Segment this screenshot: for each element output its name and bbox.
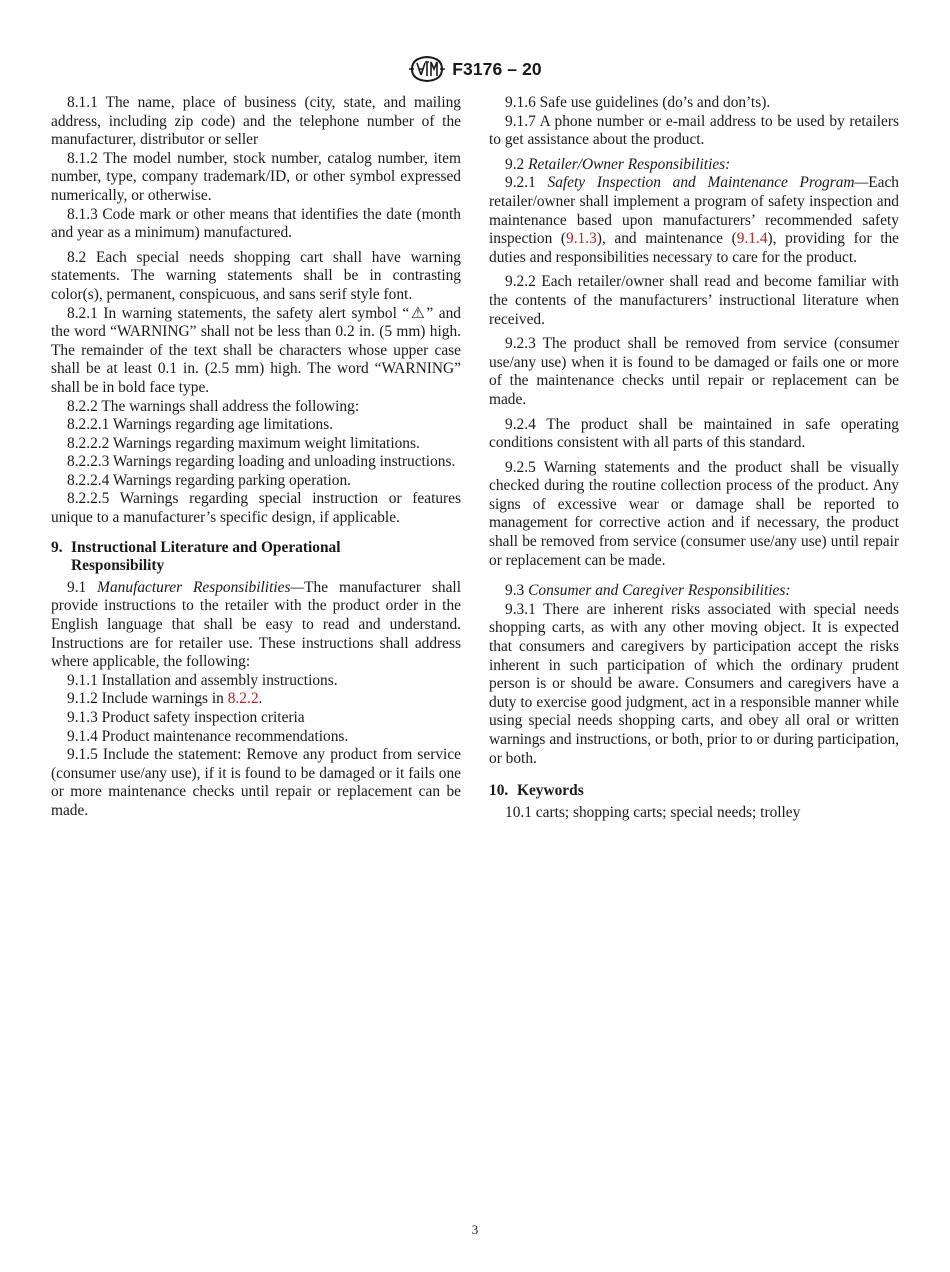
page-number: 3 bbox=[471, 1222, 479, 1237]
section-9-number: 9. bbox=[51, 538, 63, 556]
clause-9-1-2-text: 9.1.2 Include warnings in bbox=[67, 690, 224, 708]
xref-8-2-2-link[interactable]: 8.2.2 bbox=[227, 690, 259, 708]
right-column bbox=[489, 94, 899, 822]
clause-9-2-5: 9.2.5 Warning statements and the product shall be visually checked during the routine collection process of the product. Any signs of excessive wear or damage shall be reported to management for corrective action and if necessary, the product shall be removed from service (consumer use/any use) until repair or replacement can be made. bbox=[489, 458, 899, 569]
section-10-heading bbox=[489, 782, 899, 801]
clause-9-2-1-title: Safety Inspection and Maintenance Program— bbox=[547, 174, 869, 192]
section-9-heading bbox=[51, 539, 461, 576]
clause-8-1-1: 8.1.1 The name, place of business (city, state, and mailing address, including zip code) and the telephone number of the manufacturer, distributor or seller bbox=[51, 94, 461, 149]
clause-9-2-4: 9.2.4 The product shall be maintained in safe operating conditions consistent with all parts of this standard. bbox=[489, 415, 899, 452]
clause-9-3-number: 9.3 bbox=[505, 582, 525, 600]
clause-10-1: 10.1 carts; shopping carts; special needs; trolley bbox=[505, 803, 801, 821]
section-10-number: 10. bbox=[489, 782, 509, 800]
clause-9-1-5: 9.1.5 Include the statement: Remove any product from service (consumer use/any use), if it is found to be damaged or it fails one or more maintenance checks until repair or replacement can be made. bbox=[51, 746, 461, 819]
left-column bbox=[51, 94, 461, 821]
clause-9-2-1-text-c: ), providing for the duties and responsibilities necessary to care for the product. bbox=[489, 230, 899, 266]
clause-9-3-1: 9.3.1 There are inherent risks associated with special needs shopping carts, as with any other moving object. It is expected that consumers and caregivers by participation accept the risks inherent in such participation of which the ordinary prudent person is or should be aware. Consumers and caregivers have a duty to exercise good judgment, act in a responsible manner while using special needs shopping carts, and obey all oral or written warnings and instructions, or both, prior to or during participation, or both. bbox=[489, 600, 899, 767]
clause-9-2-2: 9.2.2 Each retailer/owner shall read and become familiar with the contents of the manufacturers’ instructional literature when received. bbox=[489, 273, 899, 328]
page-header bbox=[0, 54, 950, 84]
clause-9-2-1-text-a: Each retailer/owner shall implement a program of safety inspection and maintenance based upon manufacturers’ recommended safety inspection ( bbox=[489, 174, 899, 248]
xref-9-1-3-link[interactable]: 9.1.3 bbox=[566, 230, 597, 248]
clause-9-2-number: 9.2 bbox=[505, 155, 525, 173]
clause-8-2-2-2: 8.2.2.2 Warnings regarding maximum weight limitations. bbox=[67, 434, 420, 452]
clause-9-1-text: The manufacturer shall provide instructions to the retailer with the product order in the English language that shall be easy to read and understand. Instructions are for retailer use. These instructions shall address where applicable, the following: bbox=[51, 578, 461, 671]
clause-9-1-2: 9.1.2 Include warnings in 8.2.2. bbox=[67, 690, 263, 708]
clause-9-1-number: 9.1 bbox=[67, 578, 87, 596]
clause-8-1-2: 8.1.2 The model number, stock number, catalog number, item number, type, company trademark/ID, or other symbol expressed numerically, or otherwise. bbox=[51, 149, 461, 204]
clause-9-1-6: 9.1.6 Safe use guidelines (do’s and don’ts). bbox=[505, 94, 771, 111]
clause-9-2-3: 9.2.3 The product shall be removed from service (consumer use/any use) when it is found to be damaged or fails one or more of the maintenance checks until repair or replacement can be made. bbox=[489, 335, 899, 408]
clause-9-2-1-number: 9.2.1 bbox=[505, 174, 536, 192]
section-10-title: Keywords bbox=[517, 782, 584, 800]
clause-9-1-title: Manufacturer Responsibilities— bbox=[97, 578, 305, 596]
clause-9-3-title: Consumer and Caregiver Responsibilities: bbox=[528, 582, 791, 600]
clause-8-2-2-1: 8.2.2.1 Warnings regarding age limitations. bbox=[67, 416, 334, 434]
clause-9-2-1-text-b: ), and maintenance ( bbox=[596, 230, 737, 248]
clause-8-2-2-4: 8.2.2.4 Warnings regarding parking operation. bbox=[67, 471, 351, 489]
clause-8-1-3: 8.1.3 Code mark or other means that identifies the date (month and year as a minimum) manufactured. bbox=[51, 205, 461, 242]
clause-8-2-1: 8.2.1 In warning statements, the safety alert symbol “⚠” and the word “WARNING” shall not be less than 0.2 in. (5 mm) high. The remainder of the text shall be characters whose upper case shall be at least 0.1 in. (2.5 mm) high. The word “WARNING” shall be in bold face type. bbox=[51, 304, 461, 396]
clause-8-2-2-5: 8.2.2.5 Warnings regarding special instruction or features unique to a manufacturer’s specific design, if applicable. bbox=[51, 490, 461, 527]
clause-9-1-3: 9.1.3 Product safety inspection criteria bbox=[67, 709, 305, 726]
clause-9-1-4: 9.1.4 Product maintenance recommendations. bbox=[67, 727, 349, 745]
clause-9-2 bbox=[489, 156, 899, 175]
clause-8-2: 8.2 Each special needs shopping cart shall have warning statements. The warning statements shall be in contrasting color(s), permanent, conspicuous, and sans serif style font. bbox=[51, 248, 461, 303]
clause-9-1-7: 9.1.7 A phone number or e-mail address to be used by retailers to get assistance about the product. bbox=[489, 112, 899, 149]
clause-9-1-1: 9.1.1 Installation and assembly instructions. bbox=[67, 671, 338, 689]
clause-9-1 bbox=[51, 579, 461, 672]
astm-logo-icon bbox=[408, 54, 446, 84]
standard-designation: F3176 – 20 bbox=[452, 58, 542, 79]
clause-9-3 bbox=[489, 582, 899, 601]
clause-9-2-1 bbox=[489, 174, 899, 267]
section-9-title-line-1: Instructional Literature and Operational bbox=[71, 538, 341, 556]
section-9-title-line-2: Responsibility bbox=[71, 557, 165, 575]
clause-8-2-2-3: 8.2.2.3 Warnings regarding loading and unloading instructions. bbox=[67, 453, 456, 471]
clause-9-2-title: Retailer/Owner Responsibilities: bbox=[528, 155, 731, 173]
xref-9-1-4-link[interactable]: 9.1.4 bbox=[736, 230, 768, 248]
clause-8-2-2: 8.2.2 The warnings shall address the following: bbox=[67, 397, 360, 415]
